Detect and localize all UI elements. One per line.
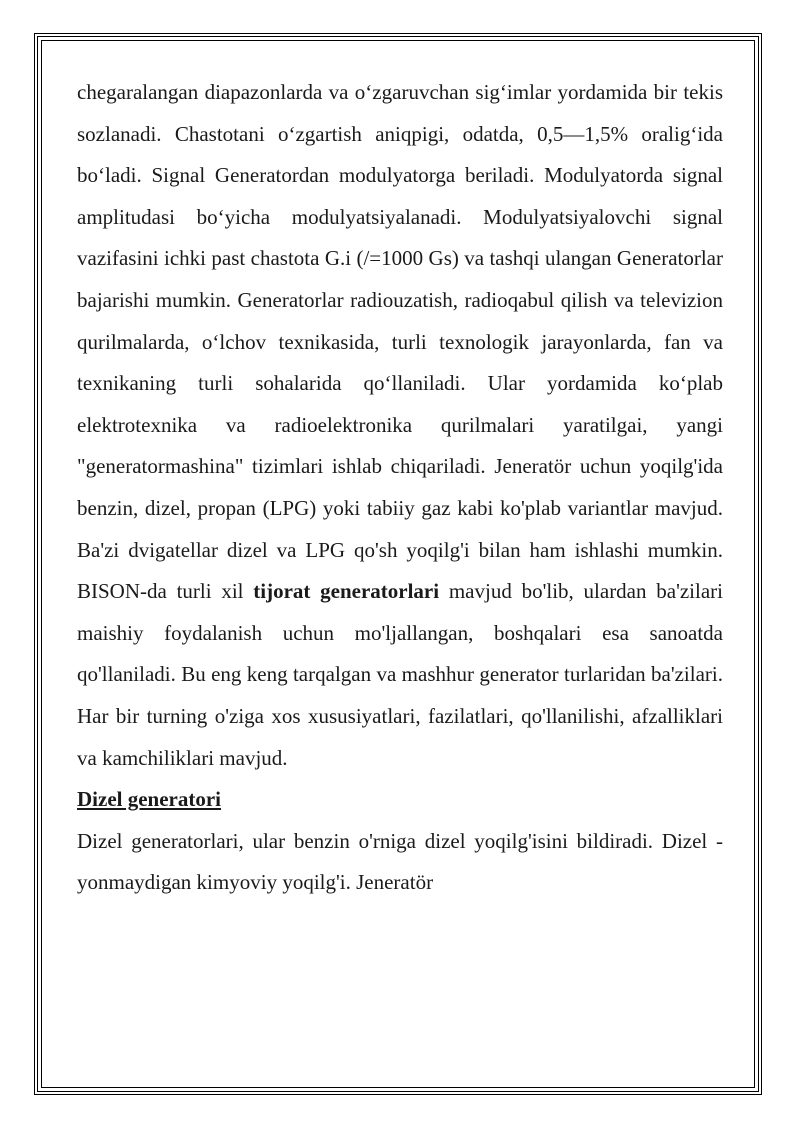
document-body: [77, 72, 723, 904]
paragraph-generators: [77, 72, 723, 779]
section-heading-diesel-generator: Dizel generatori: [77, 787, 222, 812]
bold-term-commercial-generators: tijorat generatorlari: [253, 579, 440, 604]
paragraph-text-end: mavjud bo'lib, ulardan ba'zilari maishiy foydalanish uchun mo'ljallangan, boshqalari esa sanoatda qo'llaniladi. Bu eng keng tarqalgan va mashhur generator turlaridan ba'zilari. Har bir turning o'ziga xos xususiyatlari, fazilatlari, qo'llanilishi, afzalliklari va kamchiliklari mavjud.: [77, 579, 723, 770]
paragraph-diesel: Dizel generatorlari, ular benzin o'rniga dizel yoqilg'isini bildiradi. Dizel - yonmaydigan kimyoviy yoqilg'i. Jeneratör: [77, 828, 723, 895]
paragraph-text-start: chegaralangan diapazonlarda va o‘zgaruvchan sig‘imlar yordamida bir tekis sozlanadi. Chastotani o‘zgartish aniqpigi, odatda, 0,5—1,5% oralig‘ida bo‘ladi. Signal Generatordan modulyatorga beriladi. Modulyatorda signal amplitudasi bo‘yicha modulyatsiyalanadi. Modulyatsiyalovchi signal vazifasini ichki past chastota G.i (/=1000 Gs) va tashqi ulangan Generatorlar bajarishi mumkin. Generatorlar radiouzatish, radioqabul qilish va televizion qurilmalarda, o‘lchov texnikasida, turli texnologik jarayonlarda, fan va texnikaning turli sohalarida qo‘llaniladi. Ular yordamida ko‘plab elektrotexnika va radioelektronika qurilmalari yaratilgai, yangi "generatormashina" tizimlari ishlab chiqariladi. Jeneratör uchun yoqilg'ida benzin, dizel, propan (LPG) yoki tabiiy gaz kabi ko'plab variantlar mavjud. Ba'zi dvigatellar dizel va LPG qo'sh yoqilg'i bilan ham ishlashi mumkin. BISON-da turli xil: [77, 80, 723, 604]
